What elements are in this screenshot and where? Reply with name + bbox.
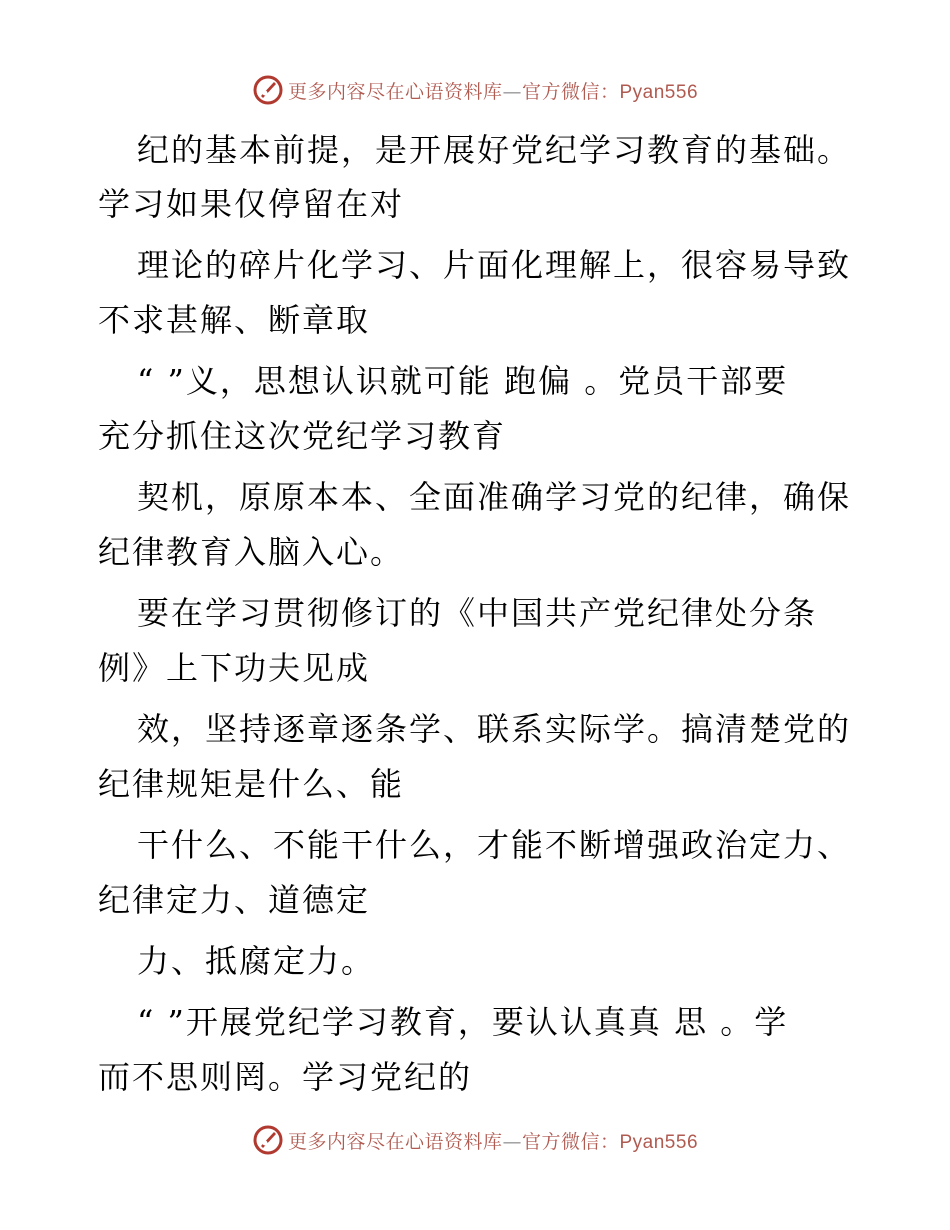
header-banner-wechat-id: Pyan556 <box>619 81 699 103</box>
body-line: 纪律教育入脑入心。 <box>98 533 405 571</box>
body-line: 纪的基本前提，是开展好党纪学习教育的基础。 <box>137 131 852 169</box>
footer-banner-wechat-label: 官方微信： <box>521 1130 620 1153</box>
body-line: 力、抵腐定力。 <box>137 942 376 980</box>
body-line: 契机，原原本本、全面准确学习党的纪律，确保 <box>137 478 852 516</box>
body-line: 要在学习贯彻修订的《中国共产党纪律处分条 <box>137 594 818 632</box>
body-line: 纪律规矩是什么、能 <box>98 765 405 803</box>
footer-banner-wechat-id: Pyan556 <box>619 1131 699 1153</box>
footer-banner-separator: — <box>502 1130 522 1153</box>
header-banner-wechat-label: 官方微信： <box>521 80 620 103</box>
body-line: “ ”开展党纪学习教育，要认认真真 思 。学 <box>137 1003 789 1041</box>
header-banner-separator: — <box>502 80 522 103</box>
header-banner-title: 更多内容尽在心语资料库 <box>287 80 503 103</box>
body-line: 不求甚解、断章取 <box>98 301 371 339</box>
body-line: 干什么、不能干什么，才能不断增强政治定力、 <box>137 826 852 864</box>
body-line: 效，坚持逐章逐条学、联系实际学。搞清楚党的 <box>137 710 852 748</box>
body-line: 理论的碎片化学习、片面化理解上，很容易导致 <box>137 246 852 284</box>
logo-stamp-icon <box>252 1124 284 1156</box>
body-line: 纪律定力、道德定 <box>98 881 371 919</box>
footer-banner-title: 更多内容尽在心语资料库 <box>287 1130 503 1153</box>
body-line: 而不思则罔。学习党纪的 <box>98 1058 473 1096</box>
body-line: 例》上下功夫见成 <box>98 649 371 687</box>
footer-banner <box>0 1120 950 1160</box>
body-line: “ ”义，思想认识就可能 跑偏 。党员干部要 <box>137 362 789 400</box>
body-line: 充分抓住这次党纪学习教育 <box>98 417 507 455</box>
body-line: 学习如果仅停留在对 <box>98 185 405 223</box>
footer-banner-text <box>288 1127 698 1154</box>
